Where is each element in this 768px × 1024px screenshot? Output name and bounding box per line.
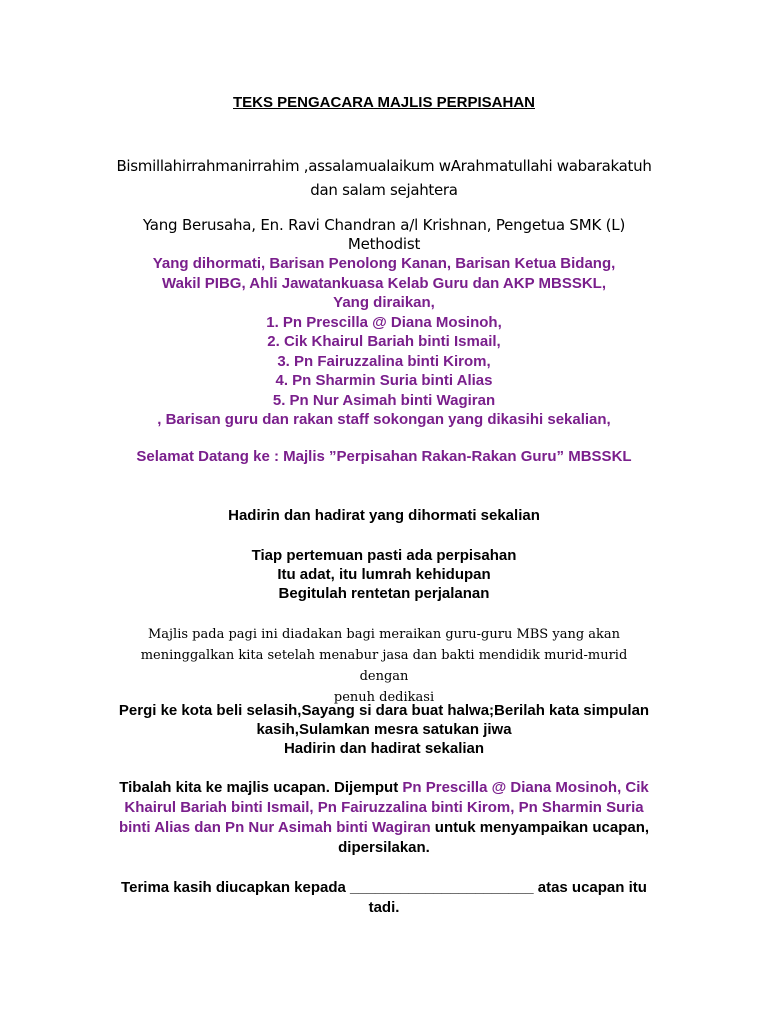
respected-line: Yang diraikan,	[333, 294, 435, 311]
pantun-line: Hadirin dan hadirat sekalian	[283, 740, 485, 757]
purpose-line: penuh dedikasi	[333, 690, 435, 705]
purpose-line: Majlis pada pagi ini diadakan bagi meraikan guru-guru MBS yang akan	[147, 627, 621, 642]
thanks-text: Terima kasih diucapkan kepada ______________________ atas ucapan itu	[121, 879, 647, 896]
document-title: TEKS PENGACARA MAJLIS PERPISAHAN	[233, 94, 535, 111]
honouree-item: 4. Pn Sharmin Suria binti Alias	[275, 372, 493, 389]
thanks-text: tadi.	[368, 899, 400, 916]
speech-invitation	[60, 778, 708, 858]
pantun-line: Itu adat, itu lumrah kehidupan	[277, 566, 491, 583]
welcome-line: Selamat Datang ke : Majlis ”Perpisahan Rakan-Rakan Guru” MBSSKL	[136, 448, 632, 465]
pantun-line: kasih,Sulamkan mesra satukan jiwa	[256, 721, 512, 738]
pantun-line: Begitulah rentetan perjalanan	[278, 585, 490, 602]
honouree-item: 5. Pn Nur Asimah binti Wagiran	[272, 391, 496, 409]
purpose-line: meninggalkan kita setelah menabur jasa dan bakti mendidik murid-murid dengan	[140, 648, 628, 684]
honouree-item: 1. Pn Prescilla @ Diana Mosinoh,	[266, 313, 502, 331]
speech-tail: untuk menyampaikan ucapan,	[430, 819, 650, 836]
headmaster-line: Methodist	[347, 235, 421, 253]
honouree-item: 2. Cik Khairul Bariah binti Ismail,	[267, 333, 501, 350]
dignitaries-list	[60, 254, 708, 430]
thanks-line	[60, 878, 708, 918]
speaker-names: Khairul Bariah binti Ismail, Pn Fairuzzalina binti Kirom, Pn Sharmin Suria	[124, 799, 644, 816]
purpose-paragraph	[120, 624, 648, 708]
pantun-verse-2	[60, 701, 708, 758]
hadirin-line: Hadirin dan hadirat yang dihormati sekalian	[228, 507, 540, 524]
greeting-line: Bismillahirrahmanirrahim ,assalamualaikum wArahmatullahi wabarakatuh	[116, 157, 652, 175]
headmaster-salutation	[60, 216, 708, 254]
speaker-names: Pn Prescilla @ Diana Mosinoh, Cik	[402, 779, 649, 796]
greeting-line: dan salam sejahtera	[310, 181, 458, 199]
respected-line: Wakil PIBG, Ahli Jawatankuasa Kelab Guru dan AKP MBSSKL,	[162, 274, 606, 292]
speaker-names: binti Alias dan Pn Nur Asimah binti Wagiran	[118, 819, 431, 836]
pantun-line: Tiap pertemuan pasti ada perpisahan	[251, 547, 517, 564]
respected-line: Yang dihormati, Barisan Penolong Kanan, Barisan Ketua Bidang,	[152, 255, 616, 272]
honouree-item: 3. Pn Fairuzzalina binti Kirom,	[277, 352, 491, 370]
speech-line	[60, 778, 708, 798]
speech-lead: Tibalah kita ke majlis ucapan. Dijemput	[119, 779, 403, 796]
headmaster-line: Yang Berusaha, En. Ravi Chandran a/l Krishnan, Pengetua SMK (L)	[142, 216, 626, 234]
opening-greeting	[60, 154, 708, 202]
pantun-verse	[60, 546, 708, 603]
pantun-line: Pergi ke kota beli selasih,Sayang si dara buat halwa;Berilah kata simpulan	[118, 702, 650, 719]
speech-line	[60, 818, 708, 838]
speech-end: dipersilakan.	[338, 839, 430, 856]
closing-salutation: , Barisan guru dan rakan staff sokongan yang dikasihi sekalian,	[157, 411, 611, 428]
